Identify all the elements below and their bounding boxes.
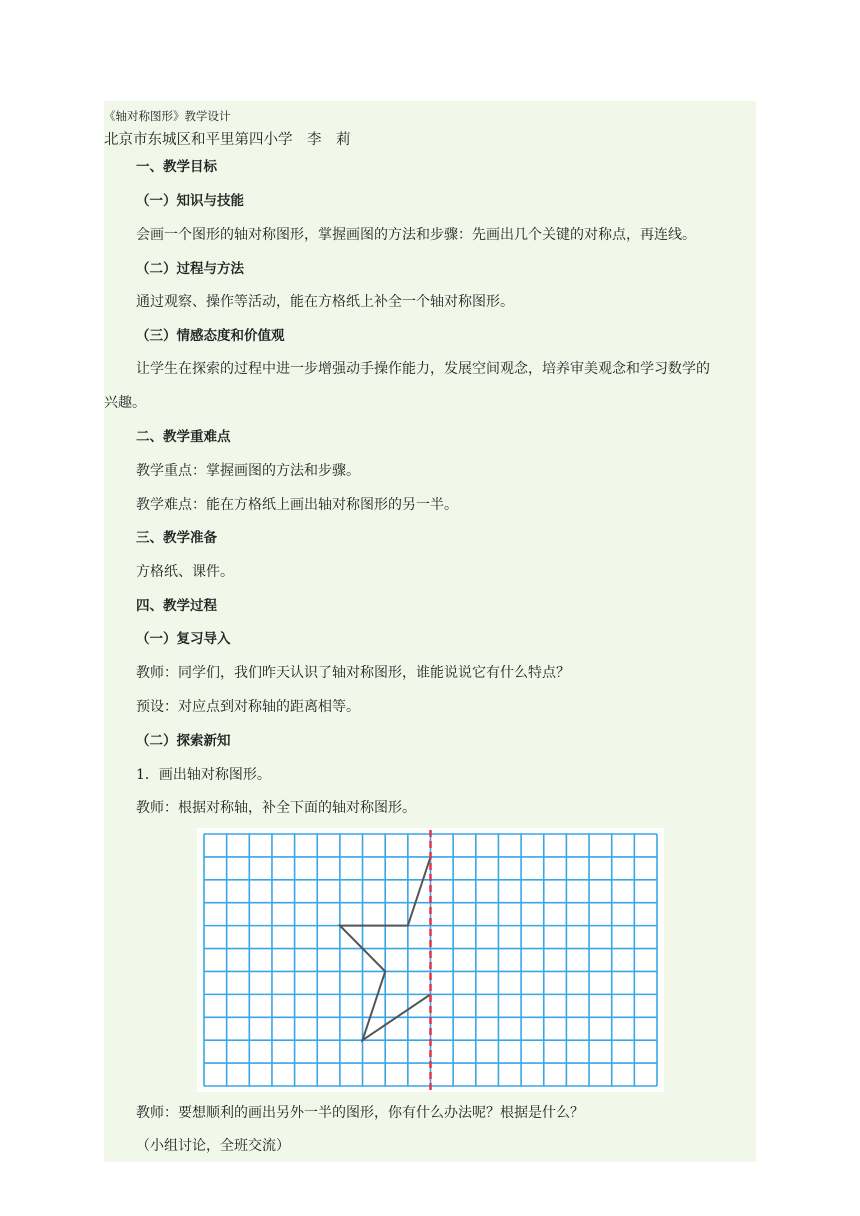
section-heading: 一、教学目标 — [136, 159, 217, 175]
paragraph: 让学生在探索的过程中进一步增强动手操作能力，发展空间观念，培养审美观念和学习数学的 — [136, 361, 710, 377]
author-line: 北京市东城区和平里第四小学 李 莉 — [104, 132, 351, 148]
grid-lines — [204, 834, 657, 1086]
paragraph: 方格纸、课件。 — [136, 564, 234, 580]
paragraph: 教学难点：能在方格纸上画出轴对称图形的另一半。 — [136, 497, 458, 513]
paragraph: 教师：根据对称轴，补全下面的轴对称图形。 — [136, 800, 416, 816]
symmetry-grid-figure — [197, 828, 664, 1092]
subsection-heading: （一）复习导入 — [136, 631, 231, 647]
section-heading: 二、教学重难点 — [136, 429, 231, 445]
subsection-heading: （三）情感态度和价值观 — [136, 328, 285, 344]
paragraph-continuation: 兴趣。 — [104, 395, 146, 411]
paragraph-note: （小组讨论，全班交流） — [136, 1138, 290, 1154]
subsection-heading: （一）知识与技能 — [136, 193, 244, 209]
grid-paper — [197, 828, 664, 1092]
section-heading: 四、教学过程 — [136, 598, 217, 614]
list-item: 1．画出轴对称图形。 — [136, 767, 271, 783]
subsection-heading: （二）过程与方法 — [136, 261, 244, 277]
paragraph: 教师：同学们，我们昨天认识了轴对称图形，谁能说说它有什么特点？ — [136, 665, 570, 681]
paragraph: 会画一个图形的轴对称图形，掌握画图的方法和步骤：先画出几个关键的对称点，再连线。 — [136, 227, 696, 243]
section-heading: 三、教学准备 — [136, 530, 217, 546]
paragraph: 教学重点：掌握画图的方法和步骤。 — [136, 463, 360, 479]
paragraph: 预设：对应点到对称轴的距离相等。 — [136, 699, 360, 715]
subsection-heading: （二）探索新知 — [136, 733, 231, 749]
paragraph: 通过观察、操作等活动，能在方格纸上补全一个轴对称图形。 — [136, 294, 514, 310]
paragraph: 教师：要想顺利的画出另外一半的图形，你有什么办法呢？根据是什么？ — [136, 1105, 584, 1121]
doc-title: 《轴对称图形》教学设计 — [104, 109, 231, 123]
